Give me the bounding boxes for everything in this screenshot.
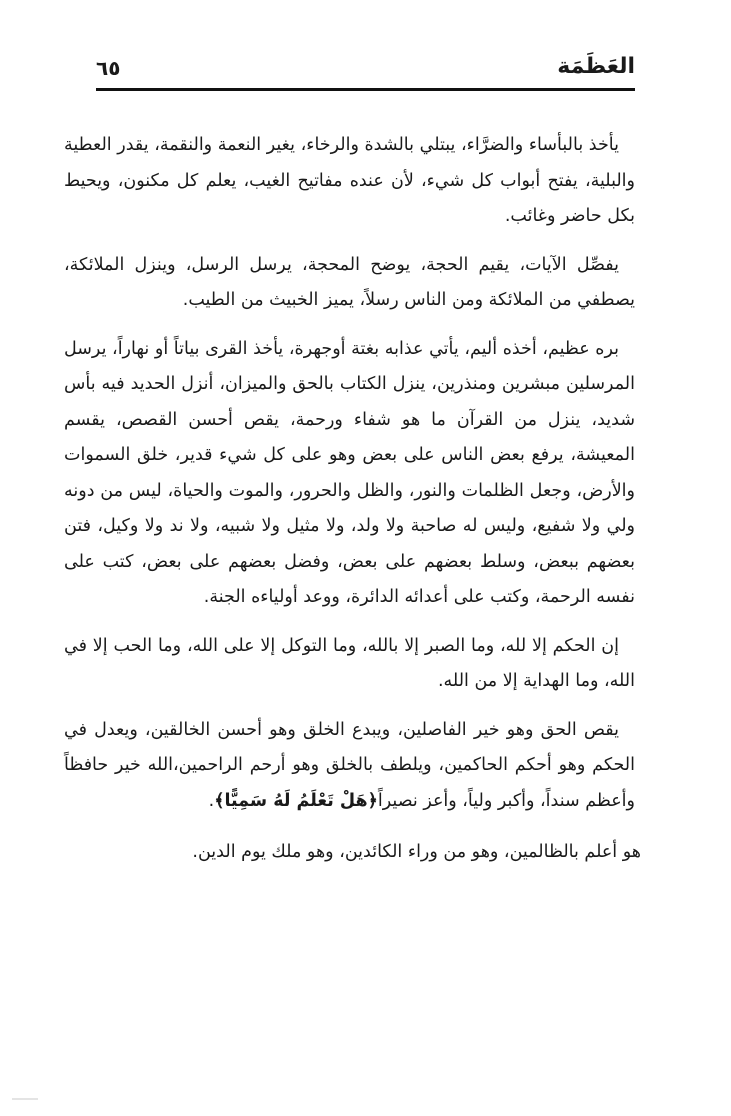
paragraph-with-quran-verse	[64, 713, 635, 820]
closing-paragraph: هو أعلم بالظالمين، وهو من وراء الكائدين، وهو ملك يوم الدين.	[192, 842, 641, 862]
running-title: العَظَمَة	[557, 54, 635, 79]
header-rule	[96, 88, 635, 91]
paragraph: يأخذ بالبأساء والضرَّاء، يبتلي بالشدة والرخاء، يغير النعمة والنقمة، يقدر العطية والبلية، يفتح أبواب كل شيء، لأن عنده مفاتيح الغيب، يعلم كل مكنون، ويحيط بكل حاضر وغائب.	[64, 135, 635, 226]
page-number: ٦٥	[96, 56, 121, 80]
paragraph: بره عظيم، أخذه أليم، يأتي عذابه بغتة أوجهرة، يأخذ القرى بياتاً أو نهاراً، يرسل المرسلين مبشرين ومنذرين، ينزل الكتاب بالحق والميزان، أنزل الحديد فيه بأس شديد، ينزل من القرآن ما هو شفاء ورحمة، يقص أحسن القصص، يقسم المعيشة، يرفع بعض الناس على بعض وهو على كل شيء قدير، خلق السموات والأرض، وجعل الظلمات والنور، والظل والحرور، والموت والحياة، ليس من دونه ولي ولا شفيع، وليس له صاحبة ولا ولد، ولا مثيل ولا شبيه، ولا ند ولا وكيل، فتن بعضهم ببعض، وسلط بعضهم على بعض، وفضل بعضهم على بعض، كتب على نفسه الرحمة، وكتب على أعدائه الدائرة، ووعد أولياءه الجنة.	[64, 338, 635, 607]
body-text	[64, 128, 641, 884]
paragraph-text: يقص الحق وهو خير الفاصلين، ويبدع الخلق وهو أحسن الخالقين، ويعدل في الحكم وهو أحكم الحاكمين، ويلطف بالخلق وهو أرحم الراحمين،الله خير حافظاً وأعظم سنداً، وأكبر ولياً، وأعز نصيراً	[64, 719, 635, 811]
paragraph-end-mark: .	[208, 790, 215, 811]
scan-mark	[12, 1098, 38, 1100]
paragraph: إن الحكم إلا لله، وما الصبر إلا بالله، وما التوكل إلا على الله، وما الحب إلا في الله، وما الهداية إلا من الله.	[64, 635, 635, 691]
paragraph: يفصِّل الآيات، يقيم الحجة، يوضح المحجة، يرسل الرسل، وينزل الملائكة، يصطفي من الملائكة ومن الناس رسلاً، يميز الخبيث من الطيب.	[64, 254, 635, 310]
page-header	[96, 50, 635, 90]
quran-verse: ﴿هَلْ تَعْلَمُ لَهُ سَمِيًّا﴾	[214, 790, 378, 811]
